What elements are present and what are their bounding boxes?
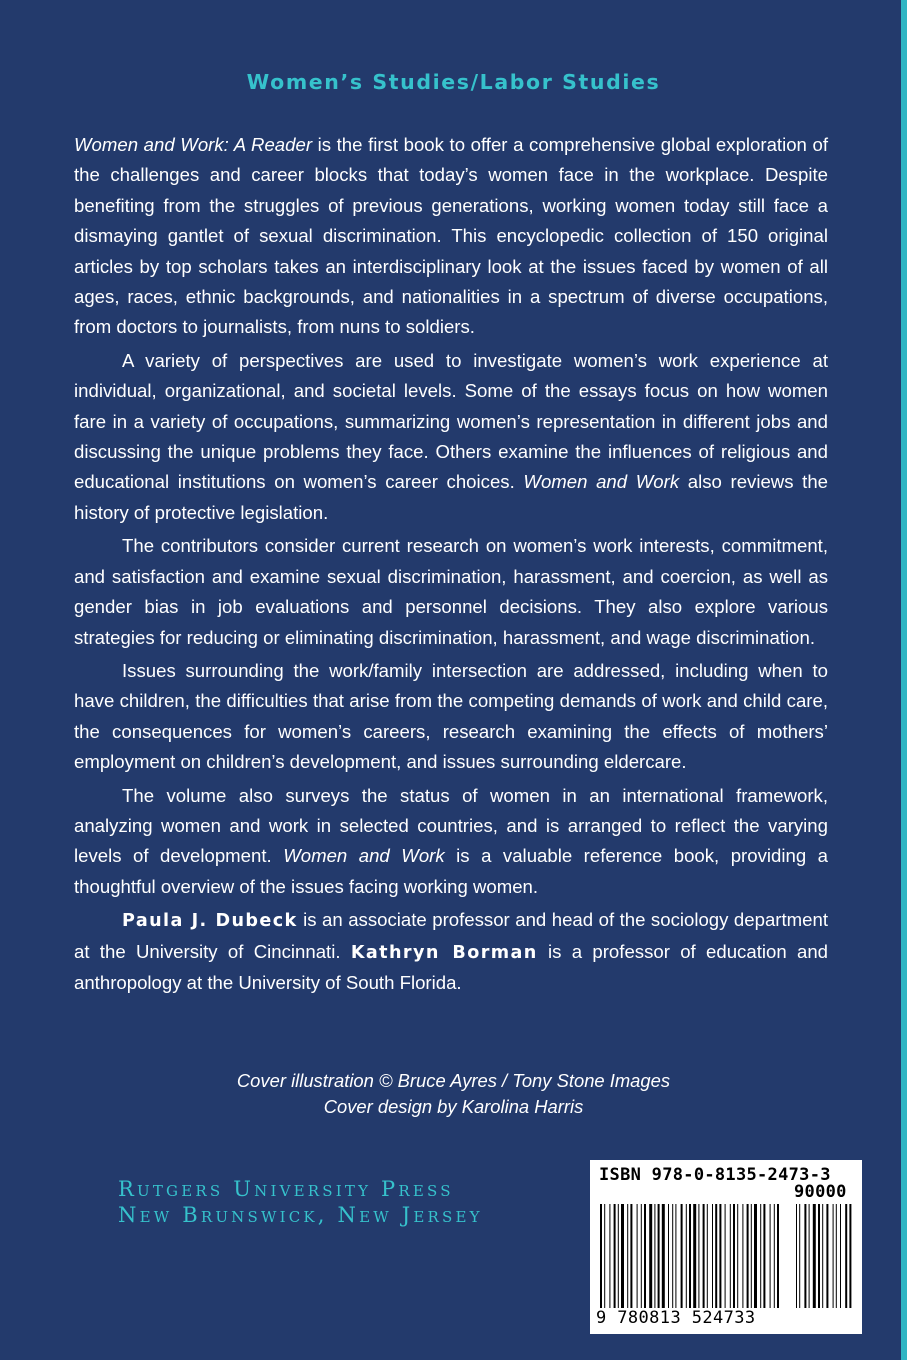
cover-credits [0, 1068, 907, 1121]
author-bio-1: is an associate professor and head of the sociology department at the University of Cincinnati. [74, 909, 828, 962]
paragraph-4: Issues surrounding the work/family intersection are addressed, including when to have children, the difficulties that arise from the competing demands of work and child care, the consequences for women’s careers, research examining the effects of mothers’ employment on children’s development, and issues surrounding eldercare. [74, 659, 828, 773]
book-title-italic: Women and Work: A Reader [74, 134, 313, 155]
paragraph-2-title-italic: Women and Work [523, 471, 680, 493]
paragraph-2-text-b: also reviews the history of protective legislation. [74, 471, 829, 523]
price-addon-code: 90000 [794, 1182, 847, 1202]
isbn-barcode-box [590, 1160, 862, 1334]
paragraph-1-text: is the first book to offer a comprehensive global exploration of the challenges and career blocks that today’s women face in the workplace. Despite benefiting from the struggles of previous generations, working women today still face a dismaying gantlet of sexual discrimination. This encyclopedic collection of 150 original articles by top scholars takes an interdisciplinary look at the issues faced by women of all ages, races, ethnic backgrounds, and nationalities in a spectrum of diverse occupations, from doctors to journalists, from nuns to soldiers. [74, 134, 828, 338]
publisher-name: Rutgers University Press [118, 1177, 454, 1201]
author-bio-2: is a professor of education and anthropology at the University of South Florida. [74, 940, 828, 993]
barcode-digits: 9 780813 524733 [596, 1308, 756, 1328]
paragraph-5-text-a: The volume also surveys the status of women in an international framework, analyzing women and work in selected countries, and is arranged to reflect the varying levels of development. [74, 784, 828, 867]
paragraph-5 [74, 781, 828, 903]
publisher-block [118, 1176, 483, 1228]
description-body [74, 130, 828, 1001]
paragraph-1 [74, 130, 828, 343]
publisher-location: New Brunswick, New Jersey [118, 1203, 483, 1227]
paragraph-2 [74, 346, 828, 528]
author-name-1: Paula J. Dubeck [122, 911, 298, 932]
design-credit: Cover design by Karolina Harris [323, 1096, 584, 1118]
paragraph-5-title-italic: Women and Work [283, 845, 445, 867]
paragraph-5-text-b: is a valuable reference book, providing a thoughtful overview of the issues facing working women. [74, 845, 829, 897]
isbn-text: ISBN 978-0-8135-2473-3 [599, 1165, 831, 1185]
paragraph-authors [74, 905, 828, 998]
author-name-2: Kathryn Borman [350, 942, 538, 963]
illustration-credit: Cover illustration © Bruce Ayres / Tony Stone Images [236, 1070, 671, 1091]
cover-edge-strip [901, 0, 907, 1360]
barcode-icon [600, 1204, 852, 1308]
category-heading: Women’s Studies/Labor Studies [246, 70, 661, 94]
paragraph-2-text-a: A variety of perspectives are used to investigate women’s work experience at individual, organizational, and societal levels. Some of the essays focus on how women fare in a variety of occupations, summarizing women’s representation in different jobs and discussing the unique problems they face. Others examine the influences of religious and educational institutions on women’s career choices. [74, 349, 828, 493]
paragraph-3: The contributors consider current research on women’s work interests, commitment, and satisfaction and examine sexual discrimination, harassment, and coercion, as well as gender bias in job evaluations and personnel decisions. They also explore various strategies for reducing or eliminating discrimination, harassment, and wage discrimination. [74, 535, 828, 648]
